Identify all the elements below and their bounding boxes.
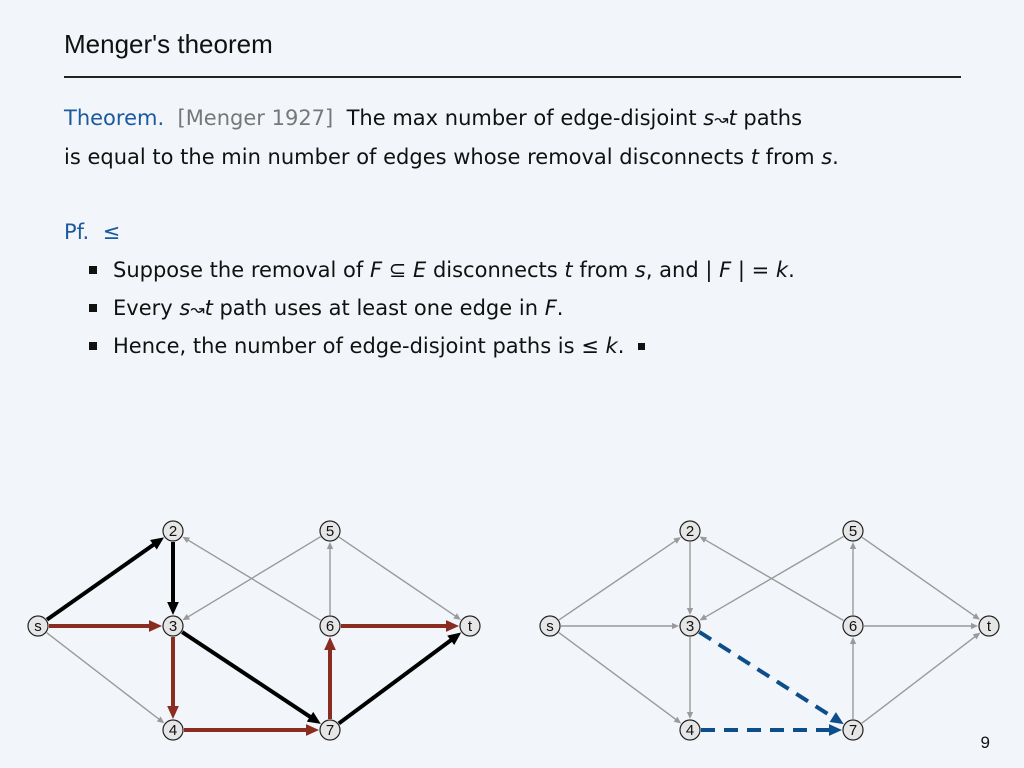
theorem-t: t bbox=[728, 106, 737, 130]
arrowhead-6-5 bbox=[850, 542, 856, 549]
bullet-2-text-b: path uses at least one edge in bbox=[212, 296, 545, 320]
node-5 bbox=[843, 521, 863, 541]
node-4 bbox=[163, 720, 183, 740]
arrowhead-6-t bbox=[971, 623, 978, 629]
edge-s-4 bbox=[47, 633, 160, 720]
theorem-text-1a: The max number of edge-disjoint bbox=[346, 106, 704, 130]
edge-6-2 bbox=[188, 540, 321, 621]
edge-s-2 bbox=[47, 544, 154, 619]
node-7 bbox=[843, 720, 863, 740]
arrowhead-3-4 bbox=[687, 712, 693, 719]
proof-bullet-2 bbox=[113, 296, 563, 320]
node-s bbox=[28, 616, 48, 636]
bullet-2-text-a: Every bbox=[113, 296, 180, 320]
node-label: 4 bbox=[685, 722, 695, 739]
edge-3-7 bbox=[699, 632, 833, 718]
node-label: 2 bbox=[168, 523, 178, 540]
proof-heading bbox=[64, 220, 120, 244]
bullet-1-text-e: | = bbox=[731, 258, 776, 282]
proof-bullet-3 bbox=[113, 334, 645, 358]
node-5 bbox=[320, 521, 340, 541]
node-label: s bbox=[546, 618, 554, 635]
theorem-text-2b: from bbox=[758, 145, 822, 169]
node-label: s bbox=[34, 618, 42, 635]
node-t bbox=[979, 616, 999, 636]
theorem-t-2: t bbox=[750, 145, 759, 169]
squiggle-arrow-icon: ↝ bbox=[190, 300, 205, 320]
edge-6-2 bbox=[705, 540, 844, 621]
arrowhead-4-7 bbox=[829, 724, 842, 736]
node-4 bbox=[680, 720, 700, 740]
edge-5-3 bbox=[188, 537, 321, 618]
theorem-line-2 bbox=[64, 145, 839, 169]
bullet-1-text-f: . bbox=[788, 258, 795, 282]
theorem-text-1b: paths bbox=[736, 106, 803, 130]
theorem-period: . bbox=[832, 145, 839, 169]
squiggle-arrow-icon: ↝ bbox=[714, 110, 729, 130]
edge-3-7 bbox=[182, 632, 311, 717]
node-6 bbox=[843, 616, 863, 636]
bullet-1-text-c: from bbox=[572, 258, 635, 282]
node-label: 3 bbox=[685, 618, 695, 635]
slide-title: Menger's theorem bbox=[64, 29, 273, 59]
bullet-1-text-d: , and | bbox=[645, 258, 720, 282]
arrowhead-6-5 bbox=[327, 542, 333, 549]
theorem-label: Theorem. bbox=[64, 106, 165, 130]
node-6 bbox=[320, 616, 340, 636]
arrowhead-3-4 bbox=[167, 706, 179, 719]
bullet-3-text-b: . bbox=[617, 334, 625, 358]
theorem-s-2: s bbox=[821, 145, 833, 169]
proof-bullet-1 bbox=[113, 258, 795, 282]
arrowhead-6-t bbox=[446, 620, 459, 632]
node-label: 5 bbox=[325, 523, 335, 540]
node-label: 7 bbox=[325, 722, 335, 739]
arrowhead-2-3 bbox=[687, 608, 693, 615]
edge-5-3 bbox=[705, 537, 844, 618]
arrowhead-s-3 bbox=[672, 623, 679, 629]
arrowhead-7-6 bbox=[850, 637, 856, 644]
node-label: 4 bbox=[168, 722, 178, 739]
node-2 bbox=[680, 521, 700, 541]
bullet-1-t: t bbox=[564, 258, 573, 282]
node-label: t bbox=[467, 618, 473, 635]
node-t bbox=[460, 616, 480, 636]
arrowhead-5-t bbox=[972, 613, 980, 620]
bullet-2-t: t bbox=[204, 296, 213, 320]
graph-right bbox=[512, 510, 1024, 750]
node-s bbox=[540, 616, 560, 636]
bullet-1-F2: F bbox=[719, 258, 732, 282]
proof-label: Pf. bbox=[64, 220, 90, 244]
page-number: 9 bbox=[980, 733, 990, 752]
title-divider bbox=[64, 76, 961, 78]
proof-direction: ≤ bbox=[102, 220, 121, 244]
edge-7-t bbox=[862, 636, 976, 723]
node-label: t bbox=[986, 618, 992, 635]
theorem-text-2a: is equal to the min number of edges whose removal disconnects bbox=[64, 145, 751, 169]
theorem-citation: [Menger 1927] bbox=[177, 106, 334, 130]
bullet-1-F: F bbox=[369, 258, 383, 282]
theorem-line-1 bbox=[64, 106, 802, 130]
bullet-1-text-a: Suppose the removal of bbox=[113, 258, 370, 282]
qed-square-icon bbox=[638, 343, 645, 350]
node-label: 5 bbox=[848, 523, 858, 540]
edge-5-t bbox=[339, 537, 456, 616]
arrowhead-s-2 bbox=[673, 537, 681, 544]
node-label: 3 bbox=[168, 618, 178, 635]
arrowhead-2-3 bbox=[167, 602, 179, 615]
node-2 bbox=[163, 521, 183, 541]
bullet-1-text-b: disconnects bbox=[426, 258, 565, 282]
bullet-1-subset: ⊆ bbox=[382, 258, 413, 282]
bullet-3-text-a: Hence, the number of edge-disjoint paths is ≤ bbox=[113, 334, 606, 358]
arrowhead-7-t bbox=[973, 633, 980, 640]
edge-s-4 bbox=[559, 633, 677, 720]
bullet-2-s: s bbox=[179, 296, 191, 320]
arrowhead-7-6 bbox=[324, 637, 336, 650]
bullet-1-E: E bbox=[413, 258, 427, 282]
node-label: 7 bbox=[848, 722, 858, 739]
node-label: 6 bbox=[848, 618, 858, 635]
bullet-3-k: k bbox=[605, 334, 618, 358]
theorem-s: s bbox=[703, 106, 715, 130]
graph-left bbox=[0, 510, 512, 750]
bullet-1-k: k bbox=[775, 258, 789, 282]
edge-7-t bbox=[339, 640, 452, 724]
bullet-marker bbox=[89, 304, 97, 312]
edge-5-t bbox=[862, 537, 975, 616]
node-7 bbox=[320, 720, 340, 740]
node-3 bbox=[680, 616, 700, 636]
arrowhead-s-4 bbox=[674, 717, 681, 724]
arrowhead-5-t bbox=[453, 613, 461, 620]
node-label: 2 bbox=[685, 523, 695, 540]
node-label: 6 bbox=[325, 618, 335, 635]
edge-s-2 bbox=[559, 541, 676, 620]
arrowhead-s-3 bbox=[149, 620, 162, 632]
node-3 bbox=[163, 616, 183, 636]
bullet-1-s: s bbox=[634, 258, 646, 282]
bullet-2-F: F bbox=[544, 296, 557, 320]
bullet-2-text-c: . bbox=[556, 296, 564, 320]
arrowhead-3-7 bbox=[830, 712, 844, 724]
arrowhead-4-7 bbox=[306, 724, 319, 736]
bullet-marker bbox=[89, 266, 97, 274]
bullet-marker bbox=[89, 342, 97, 350]
